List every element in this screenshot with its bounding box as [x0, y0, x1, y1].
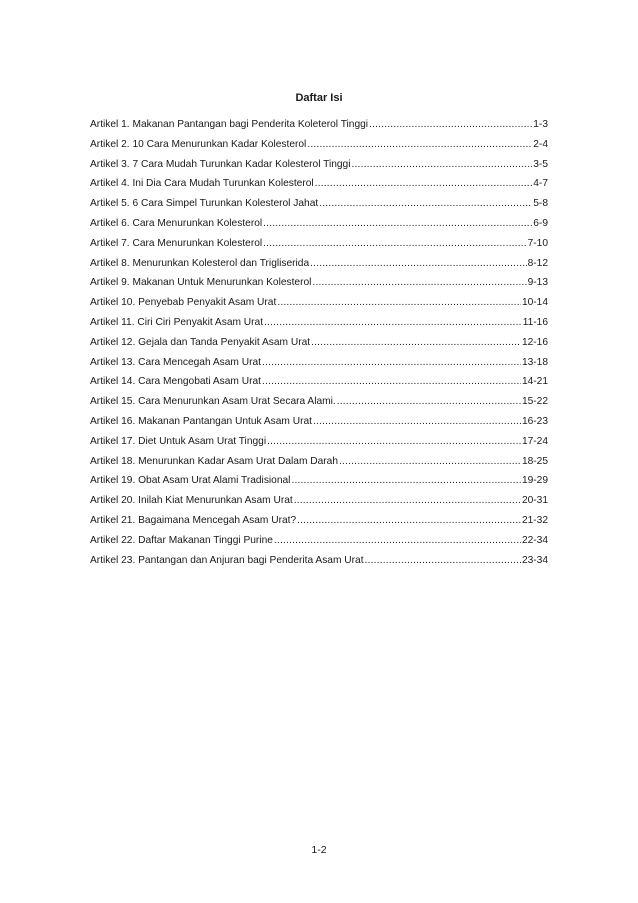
toc-entry-title: Artikel 18. Menurunkan Kadar Asam Urat Dalam Darah	[90, 455, 339, 467]
toc-entry-page: 18-25	[521, 455, 548, 467]
toc-entry-title: Artikel 7. Cara Menurunkan Kolesterol	[90, 237, 263, 249]
toc-entry[interactable]	[90, 297, 548, 317]
toc-dot-leader	[369, 119, 532, 130]
toc-entry-page: 20-31	[521, 495, 548, 507]
toc-entry[interactable]	[90, 456, 548, 476]
toc-dot-leader	[313, 416, 521, 427]
toc-entry-title: Artikel 9. Makanan Untuk Menurunkan Kolesterol	[90, 277, 312, 289]
toc-entry-page: 14-21	[521, 376, 548, 388]
toc-entry-page: 12-16	[521, 336, 548, 348]
toc-entry-page: 10-14	[521, 297, 548, 309]
toc-entry[interactable]	[90, 515, 548, 535]
toc-entry[interactable]	[90, 139, 548, 159]
toc-dot-leader	[263, 218, 532, 229]
toc-dot-leader	[267, 436, 521, 447]
toc-entry[interactable]	[90, 258, 548, 278]
toc-entry-title: Artikel 20. Inilah Kiat Menurunkan Asam Urat	[90, 495, 293, 507]
toc-entry-page: 16-23	[521, 415, 548, 427]
toc-dot-leader	[263, 238, 526, 249]
toc-entry-title: Artikel 2. 10 Cara Menurunkan Kadar Kolesterol	[90, 138, 307, 150]
toc-entry-page: 22-34	[521, 534, 548, 546]
toc-dot-leader	[352, 159, 533, 170]
toc-dot-leader	[365, 555, 521, 566]
toc-entry[interactable]	[90, 198, 548, 218]
toc-dot-leader	[307, 139, 532, 150]
toc-entry-page: 23-34	[521, 554, 548, 566]
toc-entry-page: 6-9	[533, 217, 548, 229]
toc-entry-title: Artikel 23. Pantangan dan Anjuran bagi Penderita Asam Urat	[90, 554, 364, 566]
toc-dot-leader	[262, 357, 521, 368]
toc-dot-leader	[319, 198, 532, 209]
toc-entry[interactable]	[90, 396, 548, 416]
toc-entry[interactable]	[90, 159, 548, 179]
toc-entry-title: Artikel 1. Makanan Pantangan bagi Penderita Koleterol Tinggi	[90, 119, 369, 130]
toc-entry-title: Artikel 17. Diet Untuk Asam Urat Tinggi	[90, 435, 267, 447]
toc-dot-leader	[312, 277, 526, 288]
toc-entry[interactable]	[90, 416, 548, 436]
toc-entry[interactable]	[90, 436, 548, 456]
toc-entry-title: Artikel 16. Makanan Pantangan Untuk Asam Urat	[90, 415, 312, 427]
toc-entry[interactable]	[90, 277, 548, 297]
toc-entry-page: 1-3	[533, 119, 548, 130]
toc-entry[interactable]	[90, 535, 548, 555]
toc-entry-title: Artikel 8. Menurunkan Kolesterol dan Trigliserida	[90, 257, 310, 269]
toc-entry[interactable]	[90, 495, 548, 515]
toc-entry-title: Artikel 12. Gejala dan Tanda Penyakit Asam Urat	[90, 336, 311, 348]
toc-dot-leader	[294, 495, 521, 506]
toc-entry[interactable]	[90, 475, 548, 495]
toc-entry-page: 5-8	[533, 198, 548, 210]
toc-dot-leader	[337, 396, 521, 407]
toc-entry-page: 2-4	[533, 138, 548, 150]
toc-entry-page: 17-24	[521, 435, 548, 447]
table-of-contents	[90, 119, 548, 574]
toc-entry-page: 11-16	[522, 316, 548, 328]
toc-dot-leader	[310, 258, 526, 269]
toc-entry[interactable]	[90, 119, 548, 139]
toc-entry-page: 15-22	[521, 396, 548, 408]
toc-entry-title: Artikel 14. Cara Mengobati Asam Urat	[90, 376, 261, 388]
toc-entry-page: 4-7	[533, 178, 548, 190]
toc-dot-leader	[277, 297, 521, 308]
toc-dot-leader	[264, 317, 522, 328]
toc-entry[interactable]	[90, 178, 548, 198]
toc-entry-page: 3-5	[533, 158, 548, 170]
toc-entry-page: 19-29	[521, 475, 548, 487]
toc-dot-leader	[291, 475, 521, 486]
toc-entry-title: Artikel 11. Ciri Ciri Penyakit Asam Urat	[90, 316, 264, 328]
toc-entry-title: Artikel 22. Daftar Makanan Tinggi Purine	[90, 534, 273, 546]
toc-entry-title: Artikel 4. Ini Dia Cara Mudah Turunkan Kolesterol	[90, 178, 314, 190]
toc-dot-leader	[339, 456, 521, 467]
toc-entry-page: 13-18	[521, 356, 548, 368]
toc-entry[interactable]	[90, 218, 548, 238]
toc-entry-page: 8-12	[527, 257, 548, 269]
toc-entry[interactable]	[90, 357, 548, 377]
toc-entry-title: Artikel 3. 7 Cara Mudah Turunkan Kadar Kolesterol Tinggi	[90, 158, 351, 170]
toc-entry-title: Artikel 6. Cara Menurunkan Kolesterol	[90, 217, 263, 229]
toc-entry-title: Artikel 21. Bagaimana Mencegah Asam Urat?	[90, 514, 297, 526]
page-number: 1-2	[311, 844, 327, 856]
toc-entry-title: Artikel 13. Cara Mencegah Asam Urat	[90, 356, 261, 368]
toc-entry[interactable]	[90, 238, 548, 258]
toc-entry[interactable]	[90, 317, 548, 337]
toc-dot-leader	[315, 178, 533, 189]
toc-entry-title: Artikel 10. Penyebab Penyakit Asam Urat	[90, 297, 277, 309]
toc-entry-title: Artikel 19. Obat Asam Urat Alami Tradisional	[90, 475, 291, 487]
toc-entry-title: Artikel 5. 6 Cara Simpel Turunkan Kolesterol Jahat	[90, 198, 319, 210]
toc-dot-leader	[297, 515, 521, 526]
toc-entry-page: 7-10	[527, 237, 548, 249]
toc-entry[interactable]	[90, 376, 548, 396]
toc-dot-leader	[262, 376, 521, 387]
toc-entry[interactable]	[90, 555, 548, 575]
toc-entry-page: 21-32	[521, 514, 548, 526]
toc-entry-title: Artikel 15. Cara Menurunkan Asam Urat Secara Alami.	[90, 396, 336, 408]
toc-entry-page: 9-13	[527, 277, 548, 289]
toc-entry[interactable]	[90, 337, 548, 357]
toc-dot-leader	[311, 337, 521, 348]
toc-dot-leader	[274, 535, 521, 546]
page-title: Daftar Isi	[295, 92, 343, 104]
